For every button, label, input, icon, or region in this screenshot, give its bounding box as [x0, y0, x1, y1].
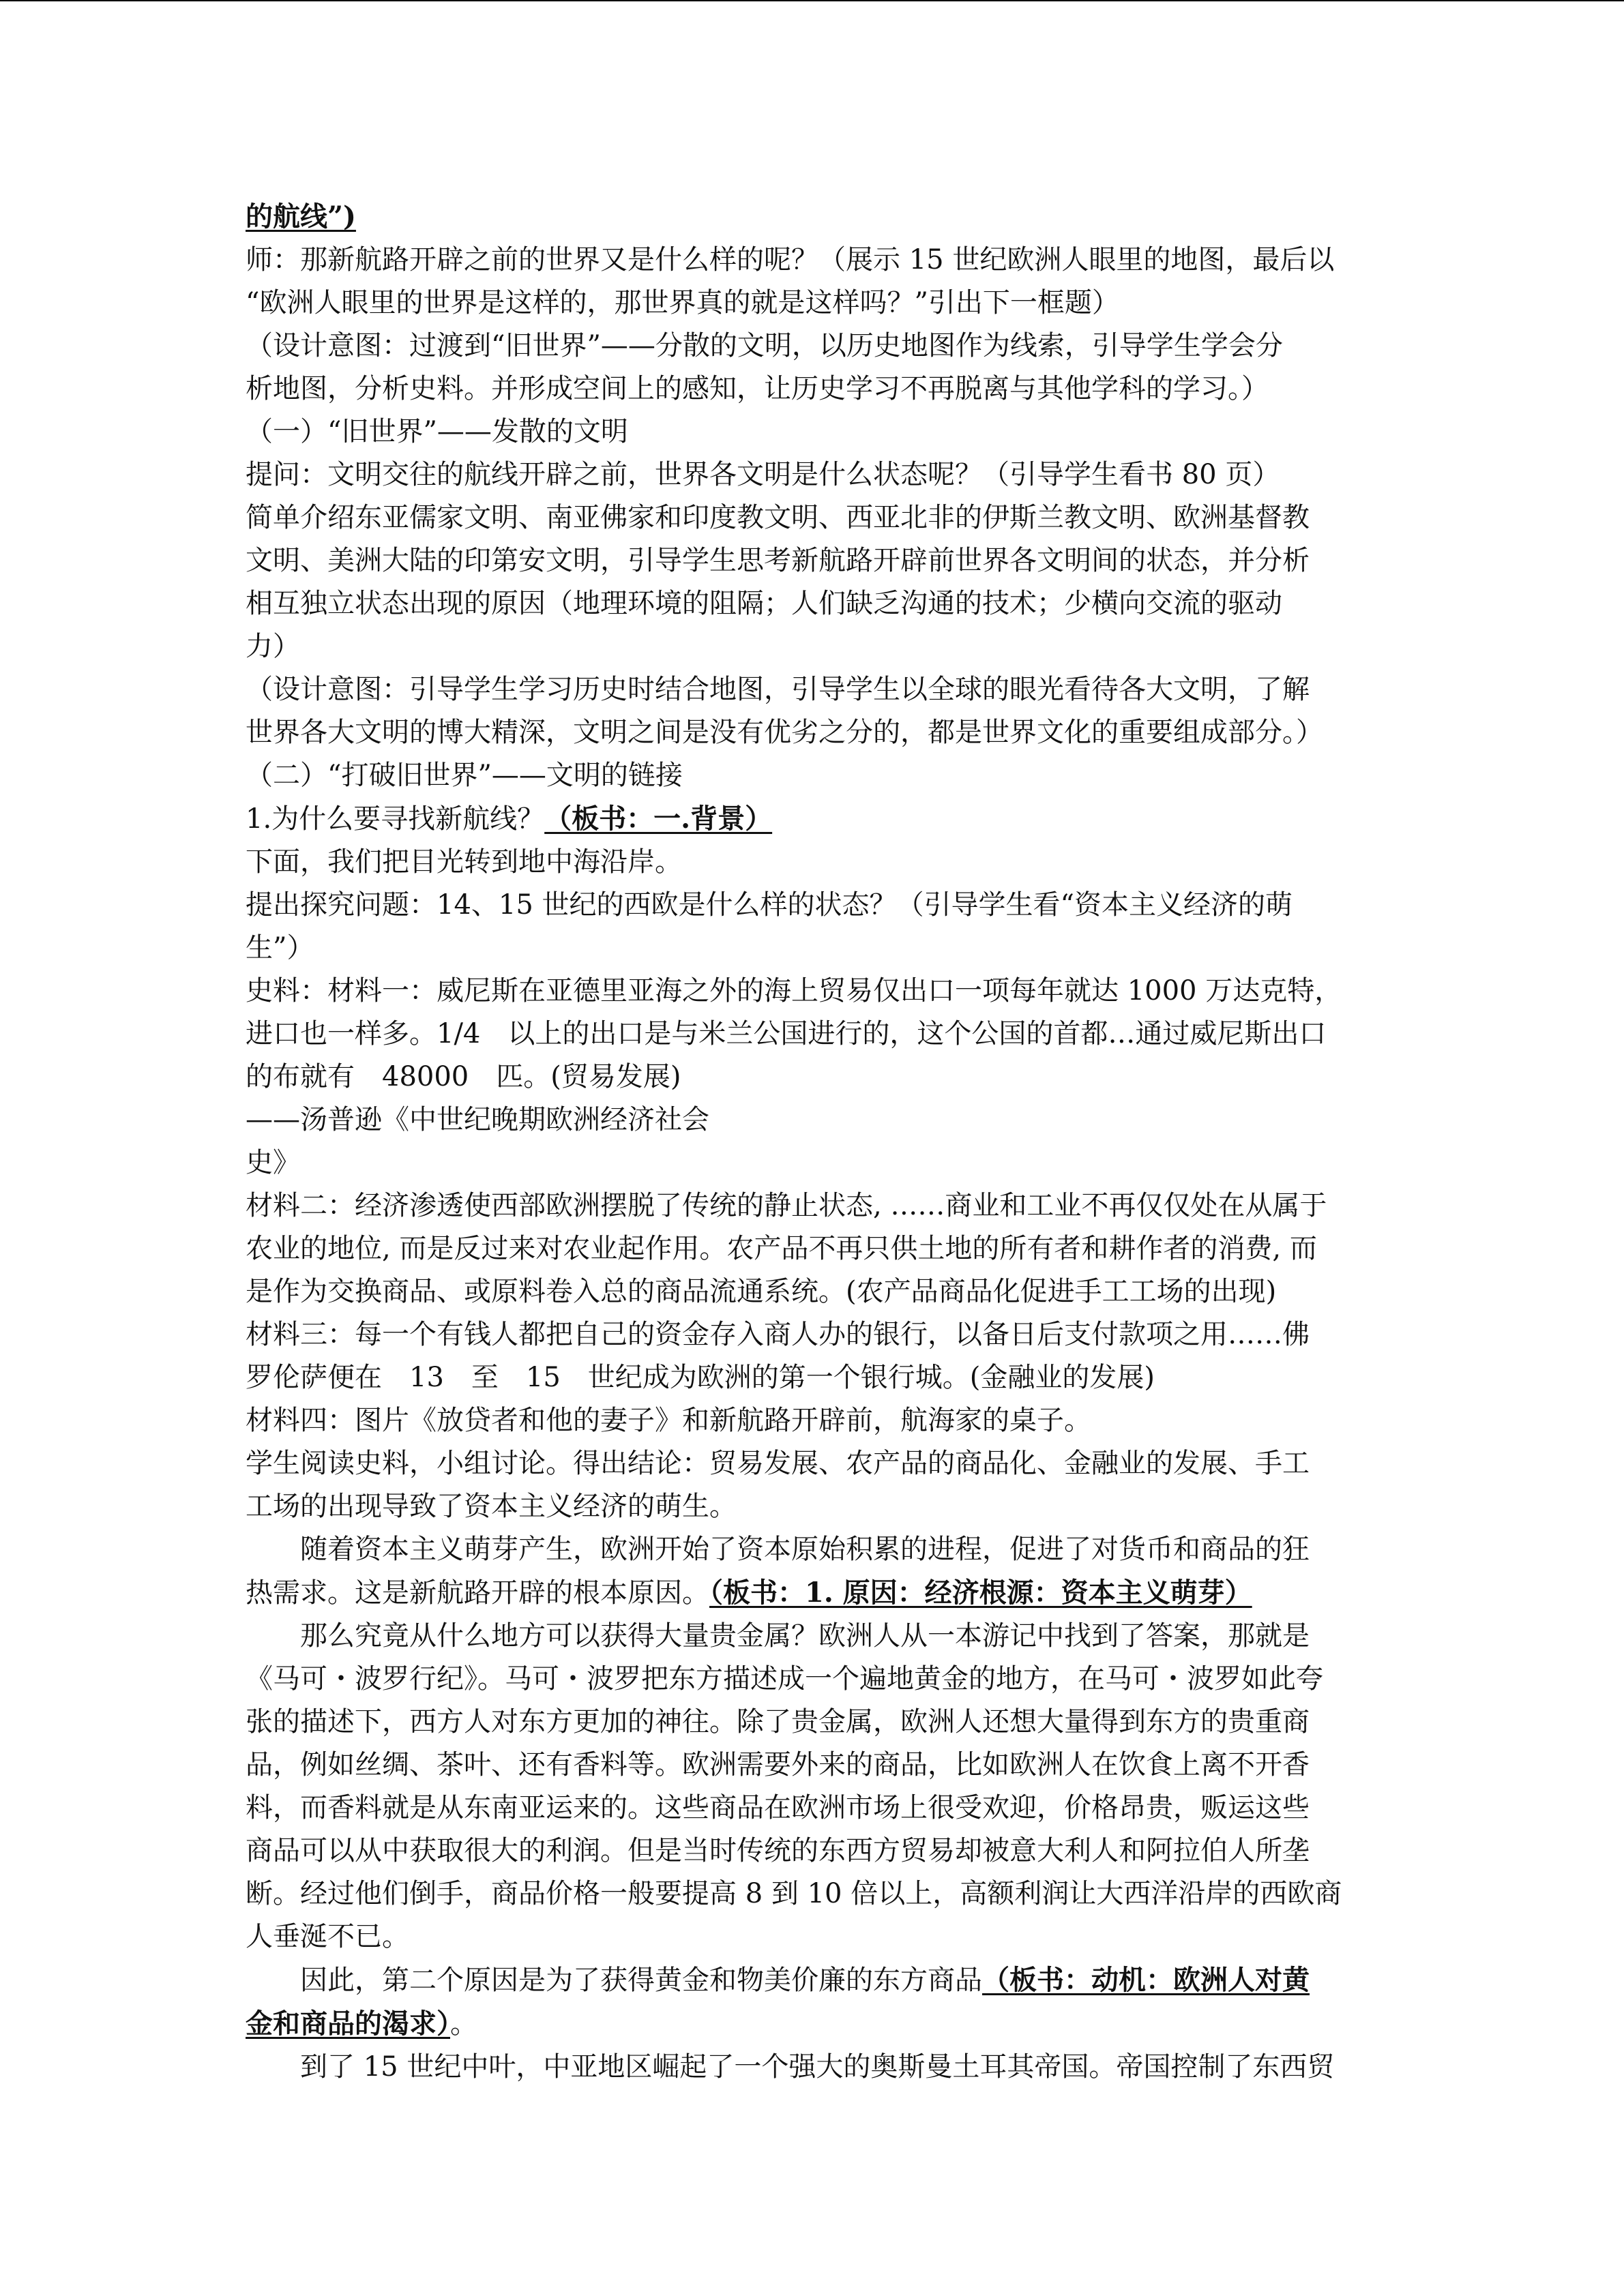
text-line: 那么究竟从什么地方可以获得大量贵金属？欧洲人从一本游记中找到了答案，那就是 — [300, 1620, 1310, 1652]
text-line: 商品可以从中获取很大的利润。但是当时传统的东西方贸易却被意大利人和阿拉伯人所垄 — [246, 1835, 1310, 1866]
text-line: 提问：文明交往的航线开辟之前，世界各文明是什么状态呢？（引导学生看书 80 页） — [246, 459, 1280, 490]
source-citation: ——汤普逊《中世纪晚期欧洲经济社会 — [246, 1104, 709, 1135]
text-line: （设计意图：过渡到“旧世界”——分散的文明，以历史地图作为线索，引导学生学会分 — [246, 330, 1283, 361]
text-line: 材料二：经济渗透使西部欧洲摆脱了传统的静止状态, ……商业和工业不再仅仅处在从属于 — [246, 1190, 1327, 1221]
question-text: 1.为什么要寻找新航线？ — [246, 803, 545, 835]
text-line: 农业的地位, 而是反过来对农业起作用。农产品不再只供土地的所有者和耕作者的消费, 而 — [246, 1233, 1317, 1264]
board-note: （板书：1. 原因：经济根源：资本主义萌芽） — [709, 1577, 1252, 1609]
text-line — [246, 2002, 1381, 2046]
text-line: 是作为交换商品、或原料卷入总的商品流通系统。(农产品商品化促进手工工场的出现) — [246, 1276, 1277, 1307]
text-line: 师：那新航路开辟之前的世界又是什么样的呢？（展示 15 世纪欧洲人眼里的地图，最后以 — [246, 244, 1335, 275]
text-line: 提出探究问题：14、15 世纪的西欧是什么样的状态？（引导学生看“资本主义经济的萌 — [246, 889, 1293, 921]
board-note: 的航线”) — [246, 200, 356, 233]
text-line: 人垂涎不已。 — [246, 1921, 409, 1952]
board-note: （板书：动机：欧洲人对黄 — [982, 1964, 1310, 1996]
text-line: “欧洲人眼里的世界是这样的，那世界真的就是这样吗？”引出下一框题） — [246, 287, 1119, 318]
text-line: 世界各大文明的博大精深，文明之间是没有优劣之分的，都是世界文化的重要组成部分。） — [246, 717, 1323, 748]
text-line: 工场的出现导致了资本主义经济的萌生。 — [246, 1491, 737, 1522]
text-line: 张的描述下，西方人对东方更加的神往。除了贵金属，欧洲人还想大量得到东方的贵重商 — [246, 1706, 1310, 1738]
text-line: 力） — [246, 631, 300, 662]
text-line: （设计意图：引导学生学习历史时结合地图，引导学生以全球的眼光看待各大文明，了解 — [246, 674, 1310, 705]
text-line: 史料：材料一：威尼斯在亚德里亚海之外的海上贸易仅出口一项每年就达 1000 万达克特， — [246, 975, 1342, 1007]
page-top-border — [0, 0, 1624, 1]
text-line: 料，而香料就是从东南亚运来的。这些商品在欧洲市场上很受欢迎，价格昂贵，贩运这些 — [246, 1792, 1310, 1823]
text-line: 下面，我们把目光转到地中海沿岸。 — [246, 846, 682, 878]
text-line: 到了 15 世纪中叶，中亚地区崛起了一个强大的奥斯曼土耳其帝国。帝国控制了东西贸 — [300, 2051, 1335, 2083]
text-line: 相互独立状态出现的原因（地理环境的阻隔；人们缺乏沟通的技术；少横向交流的驱动 — [246, 588, 1282, 619]
text-line: 品，例如丝绸、茶叶、还有香料等。欧洲需要外来的商品，比如欧洲人在饮食上离不开香 — [246, 1749, 1310, 1780]
text-line — [246, 1958, 1381, 2002]
body-text: 。 — [450, 2008, 477, 2040]
text-line: 简单介绍东亚儒家文明、南亚佛家和印度教文明、西亚北非的伊斯兰教文明、欧洲基督教 — [246, 502, 1310, 533]
document-page — [246, 195, 1381, 2089]
body-text: 热需求。这是新航路开辟的根本原因。 — [246, 1577, 709, 1609]
text-line: 进口也一样多。1/4 以上的出口是与米兰公国进行的，这个公国的首都…通过威尼斯出口 — [246, 1018, 1327, 1049]
text-line: 《马可・波罗行纪》。马可・波罗把东方描述成一个遍地黄金的地方，在马可・波罗如此夸 — [246, 1663, 1323, 1695]
text-line: 材料四：图片《放贷者和他的妻子》和新航路开辟前，航海家的桌子。 — [246, 1405, 1091, 1436]
board-note: （板书：一.背景） — [544, 803, 773, 835]
text-line — [246, 797, 1381, 841]
text-line: 学生阅读史料，小组讨论。得出结论：贸易发展、农产品的商品化、金融业的发展、手工 — [246, 1448, 1310, 1479]
section-heading: （一）“旧世界”——发散的文明 — [246, 416, 628, 447]
section-heading: （二）“打破旧世界”——文明的链接 — [246, 760, 683, 791]
text-line: 断。经过他们倒手，商品价格一般要提高 8 到 10 倍以上，高额利润让大西洋沿岸的西欧商 — [246, 1878, 1342, 1909]
body-text: 因此，第二个原因是为了获得黄金和物美价廉的东方商品 — [300, 1965, 982, 1996]
text-line: 的布就有 48000 匹。(贸易发展) — [246, 1061, 681, 1092]
source-citation: 史》 — [246, 1147, 300, 1178]
text-line: 析地图，分析史料。并形成空间上的感知，让历史学习不再脱离与其他学科的学习。） — [246, 373, 1269, 404]
board-note: 金和商品的渴求） — [246, 2008, 450, 2040]
text-line: 材料三：每一个有钱人都把自己的资金存入商人办的银行，以备日后支付款项之用……佛 — [246, 1319, 1310, 1350]
text-line: 随着资本主义萌芽产生，欧洲开始了资本原始积累的进程，促进了对货币和商品的狂 — [300, 1534, 1310, 1565]
text-line: 生”） — [246, 932, 314, 964]
text-line — [246, 195, 1381, 239]
text-line — [246, 1571, 1381, 1615]
text-line: 文明、美洲大陆的印第安文明，引导学生思考新航路开辟前世界各文明间的状态，并分析 — [246, 545, 1310, 576]
text-line: 罗伦萨便在 13 至 15 世纪成为欧洲的第一个银行城。(金融业的发展) — [246, 1362, 1155, 1393]
